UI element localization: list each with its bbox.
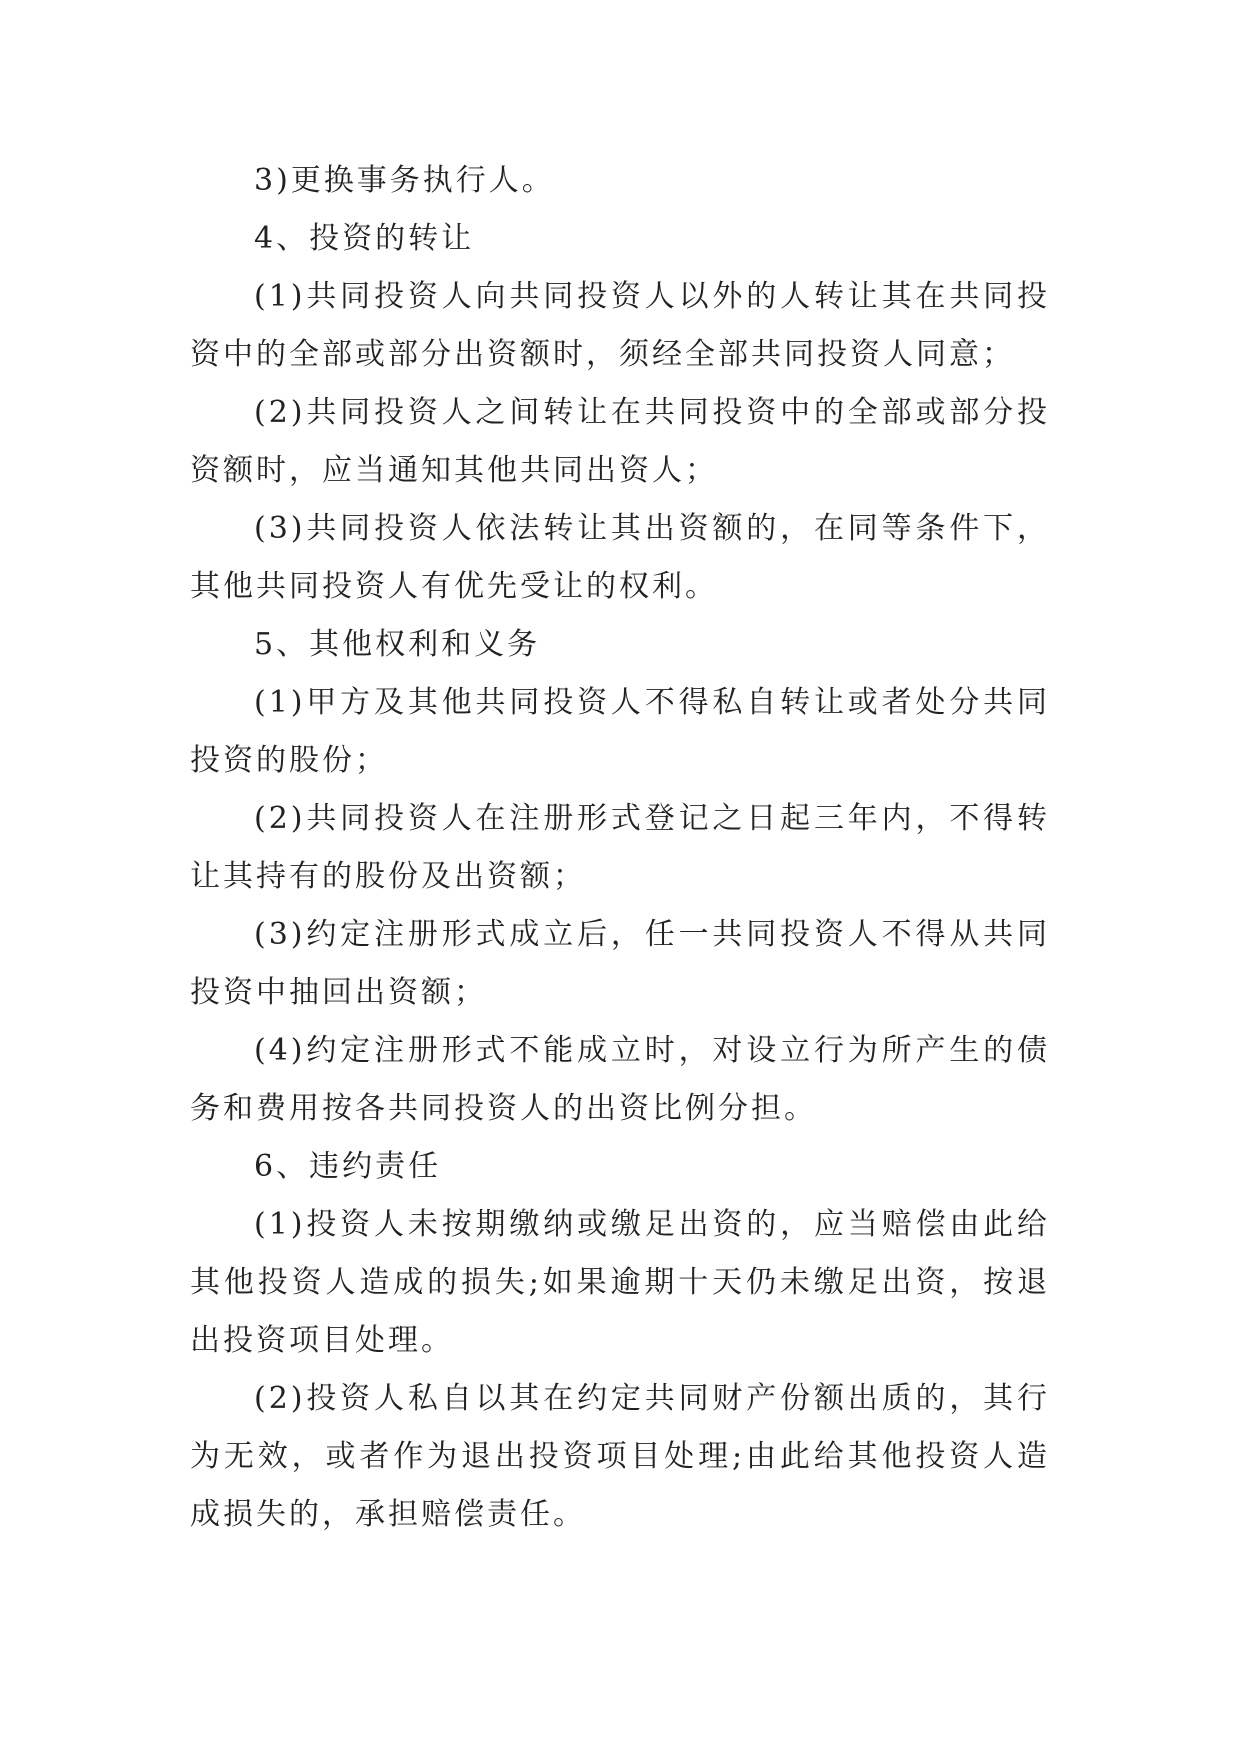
paragraph-preemptive-right: (3)共同投资人依法转让其出资额的，在同等条件下，其他共同投资人有优先受让的权利。 xyxy=(190,511,1050,604)
heading-investment-transfer: 4、投资的转让 xyxy=(254,221,475,256)
paragraph-replace-executor: 3)更换事务执行人。 xyxy=(254,163,555,198)
paragraph-transfer-between-investors: (2)共同投资人之间转让在共同投资中的全部或部分投资额时，应当通知其他共同出资人； xyxy=(190,395,1050,488)
heading-breach-liability: 6、违约责任 xyxy=(254,1149,442,1184)
paragraph-late-contribution: (1)投资人未按期缴纳或缴足出资的，应当赔偿由此给其他投资人造成的损失;如果逾期十天仍未缴足出资，按退出投资项目处理。 xyxy=(190,1207,1050,1358)
paragraph-no-private-transfer: (1)甲方及其他共同投资人不得私自转让或者处分共同投资的股份； xyxy=(190,685,1050,778)
document-body xyxy=(190,152,1050,1544)
paragraph-no-withdrawal: (3)约定注册形式成立后，任一共同投资人不得从共同投资中抽回出资额； xyxy=(190,917,1050,1010)
heading-other-rights-obligations: 5、其他权利和义务 xyxy=(254,627,541,662)
paragraph-three-year-lock: (2)共同投资人在注册形式登记之日起三年内，不得转让其持有的股份及出资额； xyxy=(190,801,1050,894)
paragraph-transfer-to-outsiders: (1)共同投资人向共同投资人以外的人转让其在共同投资中的全部或部分出资额时，须经全部共同投资人同意； xyxy=(190,279,1050,372)
paragraph-unauthorized-pledge: (2)投资人私自以其在约定共同财产份额出质的，其行为无效，或者作为退出投资项目处理;由此给其他投资人造成损失的，承担赔偿责任。 xyxy=(190,1381,1050,1532)
paragraph-failed-registration-costs: (4)约定注册形式不能成立时，对设立行为所产生的债务和费用按各共同投资人的出资比例分担。 xyxy=(190,1033,1050,1126)
